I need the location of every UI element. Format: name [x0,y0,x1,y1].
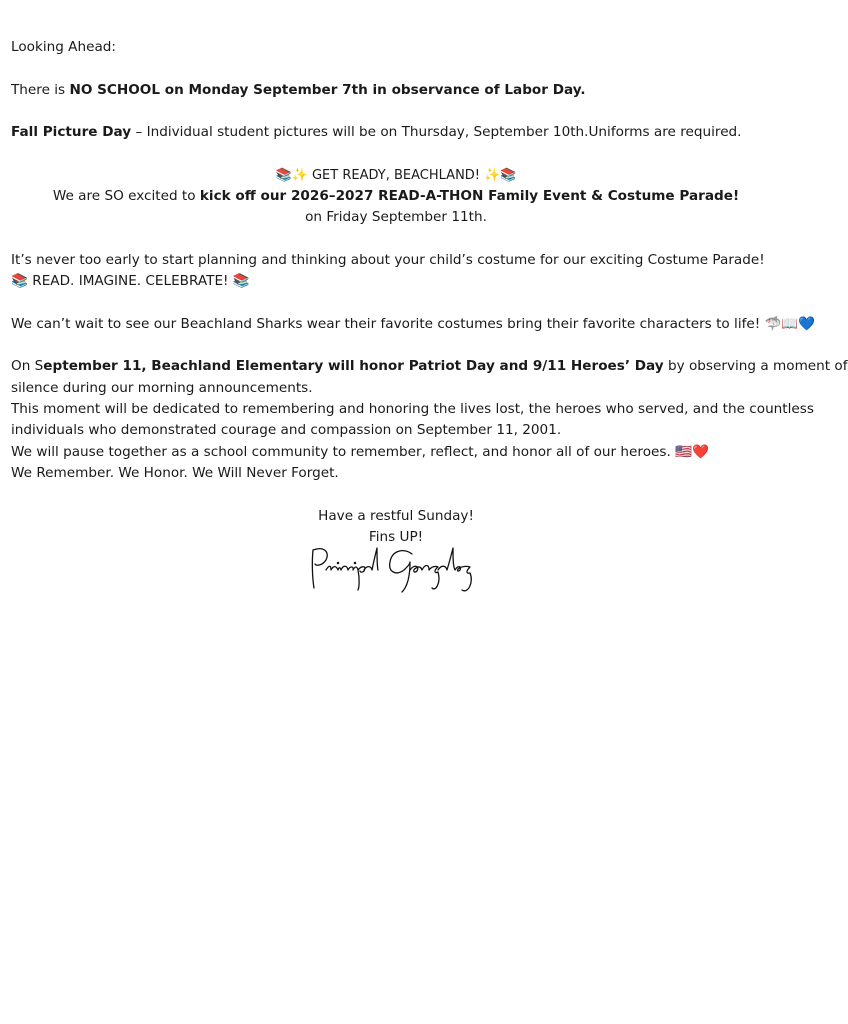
patriot-day-line2: silence during our morning announcements. [11,379,313,396]
patriot-rest: by observing a moment of [663,358,848,375]
closing-fins: Fins UP! [368,528,424,545]
patriot-day-line3: This moment will be dedicated to remembering and honoring the lives lost, the heroes who served, and the countless [11,401,814,418]
labor-day-prefix: There is [11,81,70,98]
looking-ahead-heading: Looking Ahead: [11,39,116,55]
patriot-day-line5: We will pause together as a school community to remember, reflect, and honor all of our heroes. 🇺🇸❤️ [11,443,709,460]
patriot-day-line1 [11,356,848,377]
labor-day-notice [11,80,781,101]
letter-body [11,37,848,548]
readathon-announcement [11,186,781,207]
patriot-bold: eptember 11, Beachland Elementary will honor Patriot Day and 9/11 Heroes’ Day [43,358,664,375]
patriot-day-line6: We Remember. We Honor. We Will Never Forget. [11,464,339,481]
principal-signature [300,540,500,600]
picture-day-notice [11,122,781,143]
picture-day-text: – Individual student pictures will be on Thursday, September 10th.Uniforms are required. [131,124,742,141]
readathon-bold: kick off our 2026–2027 READ-A-THON Family Event & Costume Parade! [199,188,740,205]
patriot-day-line4: individuals who demonstrated courage and compassion on September 11, 2001. [11,422,562,439]
patriot-prefix: On S [11,358,44,375]
costume-planning: It’s never too early to start planning and thinking about your child’s costume for our exciting Costume Parade! [11,251,765,268]
picture-day-label: Fall Picture Day [11,124,132,141]
labor-day-bold: NO SCHOOL on Monday September 7th in observance of Labor Day. [69,81,586,98]
readathon-date: on Friday September 11th. [305,209,487,226]
signature-image [300,540,500,600]
readathon-heading: 📚✨ GET READY, BEACHLAND! ✨📚 [275,167,517,183]
sharks-line: We can’t wait to see our Beachland Sharks wear their favorite costumes bring their favorite characters to life! 🦈📖💙 [11,315,816,332]
closing-rest: Have a restful Sunday! [318,507,474,524]
costume-motto: 📚 READ. IMAGINE. CELEBRATE! 📚 [11,273,250,290]
readathon-prefix: We are SO excited to [52,188,200,205]
